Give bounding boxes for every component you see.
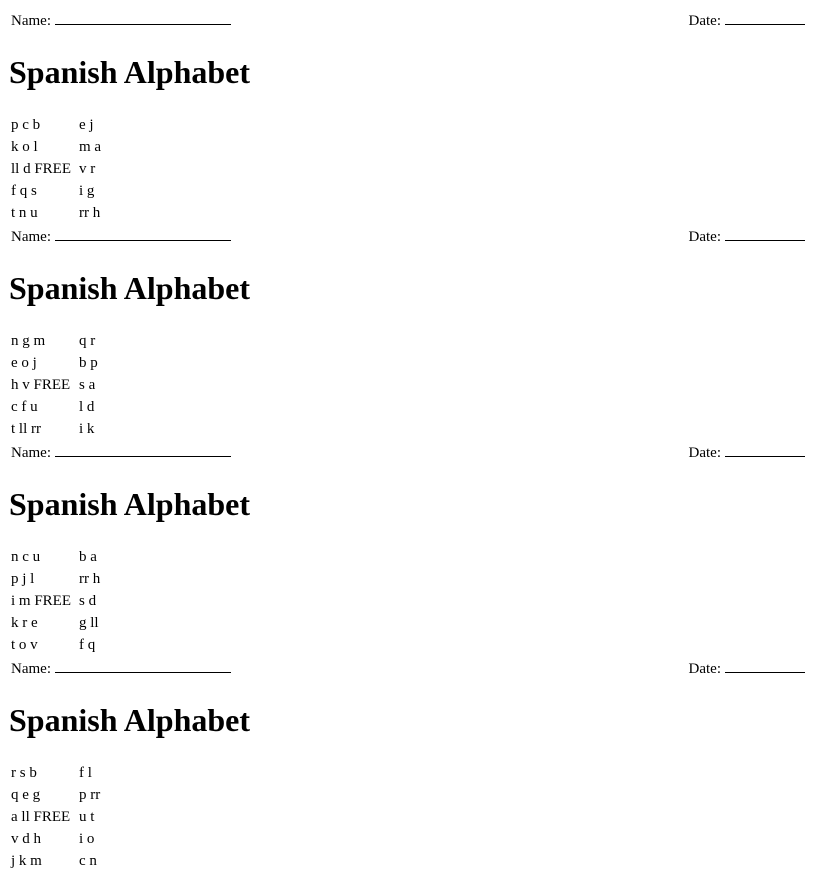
bingo-card-4 (0, 648, 816, 869)
grid-cell: l d (79, 399, 95, 415)
grid-cell: s a (79, 377, 96, 393)
letter-grid (11, 114, 101, 224)
grid-cell: p rr (79, 787, 101, 803)
date-label: Date: (688, 13, 721, 29)
grid-cell: p j l (11, 571, 35, 587)
grid-cell: i g (79, 183, 95, 199)
grid-cell: r s b (11, 765, 37, 781)
date-blank-line[interactable] (725, 10, 805, 25)
name-label: Name: (11, 13, 51, 29)
grid-row (11, 612, 100, 634)
name-field (11, 442, 231, 462)
grid-cell: u t (79, 809, 95, 825)
grid-row (11, 136, 101, 158)
letter-grid (11, 330, 98, 440)
date-label: Date: (688, 445, 721, 461)
date-blank-line[interactable] (725, 442, 805, 457)
grid-cell: j k m (11, 853, 42, 869)
grid-row (11, 330, 98, 352)
name-label: Name: (11, 445, 51, 461)
grid-cell: s d (79, 593, 97, 609)
grid-cell: t n u (11, 205, 38, 221)
grid-cell: b a (79, 549, 97, 565)
grid-row (11, 590, 100, 612)
name-label: Name: (11, 661, 51, 677)
date-field (689, 442, 805, 462)
grid-cell: h v FREE (11, 377, 71, 393)
grid-cell: k r e (11, 615, 38, 631)
card-title: Spanish Alphabet (9, 486, 251, 522)
grid-cell: q e g (11, 787, 41, 803)
grid-cell: i m FREE (11, 593, 72, 609)
name-field (11, 10, 231, 30)
grid-row (11, 568, 100, 590)
date-field (689, 658, 805, 678)
grid-cell: c n (79, 853, 97, 869)
grid-row (11, 114, 101, 136)
grid-row (11, 158, 101, 180)
grid-row (11, 850, 100, 872)
grid-cell: f q (79, 637, 96, 653)
bingo-card-3 (0, 432, 816, 653)
grid-row (11, 396, 98, 418)
grid-cell: v d h (11, 831, 41, 847)
grid-cell: c f u (11, 399, 38, 415)
letter-grid (11, 762, 100, 872)
card-title: Spanish Alphabet (9, 54, 251, 90)
grid-row (11, 828, 100, 850)
grid-cell: n g m (11, 333, 46, 349)
grid-row (11, 374, 98, 396)
grid-cell: n c u (11, 549, 41, 565)
header-fields (11, 658, 805, 676)
name-blank-line[interactable] (55, 442, 231, 457)
grid-cell: t o v (11, 637, 38, 653)
name-blank-line[interactable] (55, 226, 231, 241)
grid-row (11, 784, 100, 806)
grid-cell: f l (79, 765, 92, 781)
name-field (11, 226, 231, 246)
grid-cell: v r (79, 161, 96, 177)
date-blank-line[interactable] (725, 226, 805, 241)
grid-cell: e j (79, 117, 94, 133)
grid-row (11, 352, 98, 374)
grid-cell: k o l (11, 139, 38, 155)
grid-cell: m a (79, 139, 102, 155)
date-label: Date: (688, 661, 721, 677)
grid-cell: i o (79, 831, 95, 847)
letter-grid (11, 546, 100, 656)
grid-row (11, 546, 100, 568)
grid-cell: g ll (79, 615, 99, 631)
card-title: Spanish Alphabet (9, 702, 251, 738)
grid-cell: i k (79, 421, 95, 437)
date-label: Date: (688, 229, 721, 245)
bingo-card-1 (0, 0, 816, 221)
header-fields (11, 10, 805, 28)
name-field (11, 658, 231, 678)
grid-cell: rr h (79, 205, 101, 221)
grid-cell: p c b (11, 117, 41, 133)
name-blank-line[interactable] (55, 658, 231, 673)
bingo-card-2 (0, 216, 816, 437)
grid-row (11, 180, 101, 202)
grid-cell: t ll rr (11, 421, 41, 437)
grid-cell: b p (79, 355, 98, 371)
grid-row (11, 762, 100, 784)
date-field (689, 226, 805, 246)
grid-cell: ll d FREE (11, 161, 72, 177)
grid-cell: e o j (11, 355, 37, 371)
grid-row (11, 806, 100, 828)
card-title: Spanish Alphabet (9, 270, 251, 306)
grid-cell: f q s (11, 183, 37, 199)
grid-cell: q r (79, 333, 96, 349)
date-field (689, 10, 805, 30)
grid-cell: rr h (79, 571, 101, 587)
header-fields (11, 442, 805, 460)
name-blank-line[interactable] (55, 10, 231, 25)
date-blank-line[interactable] (725, 658, 805, 673)
header-fields (11, 226, 805, 244)
name-label: Name: (11, 229, 51, 245)
grid-cell: a ll FREE (11, 809, 71, 825)
